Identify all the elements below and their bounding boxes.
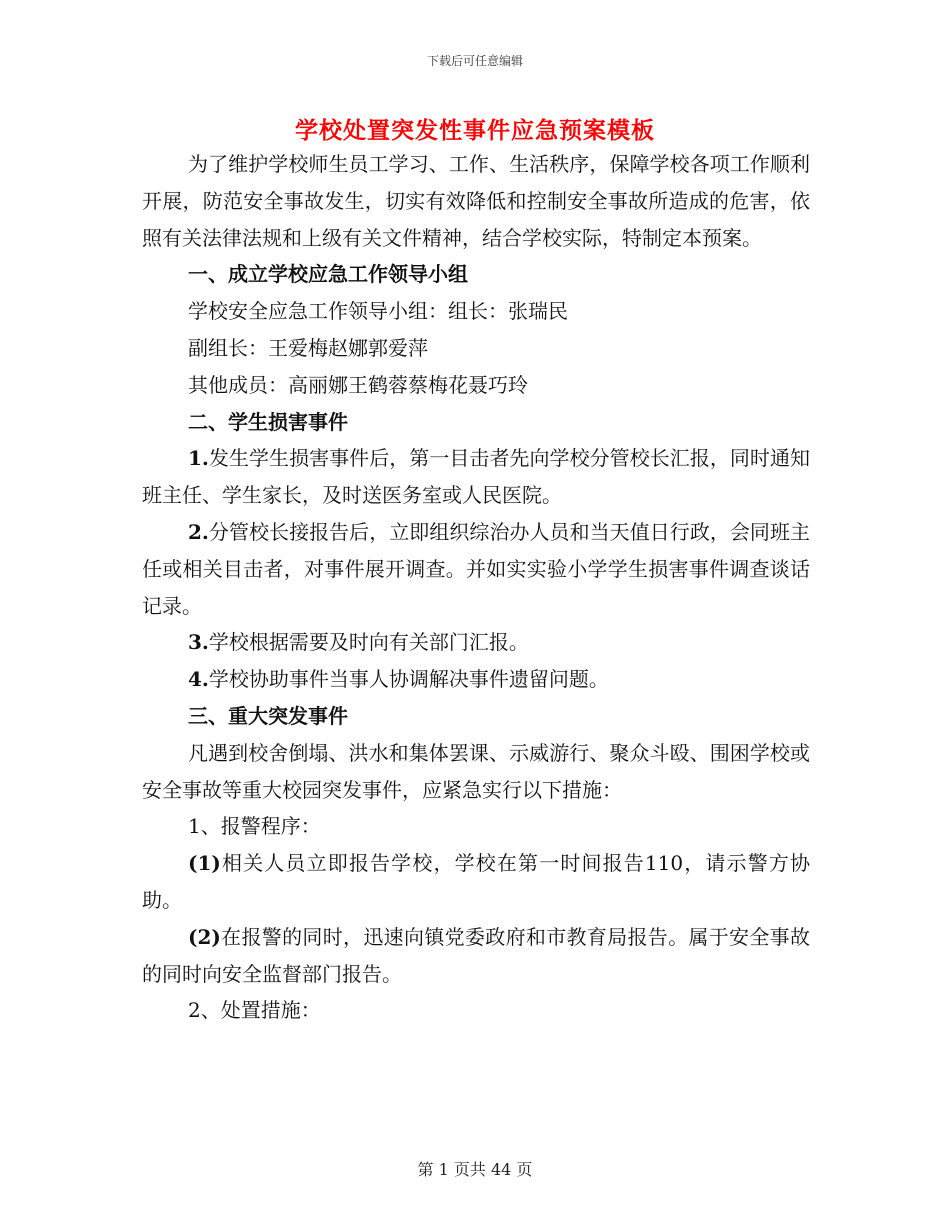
item-text: 学校协助事件当事人协调解决事件遗留问题。 (208, 667, 609, 692)
section3-intro: 凡遇到校舍倒塌、洪水和集体罢课、示威游行、聚众斗殴、围困学校或安全事故等重大校园突发事件，应紧急实行以下措施： (142, 740, 810, 802)
item-text: 在报警的同时，迅速向镇党委政府和市教育局报告。属于安全事故的同时向安全监督部门报告。 (142, 924, 810, 986)
list-item (142, 845, 810, 919)
subheading-alarm-procedure: 1、报警程序： (188, 814, 321, 839)
members-line: 其他成员：高丽娜王鹤蓉蔡梅花聂巧玲 (188, 372, 528, 397)
document-title: 学校处置突发性事件应急预案模板 (295, 117, 655, 144)
list-item (142, 624, 810, 661)
document-body (142, 146, 810, 1029)
deputy-line: 副组长：王爱梅赵娜郭爱萍 (188, 335, 428, 360)
section-heading-2: 二、学生损害事件 (188, 409, 348, 434)
leader-line: 学校安全应急工作领导小组：组长：张瑞民 (188, 299, 568, 324)
item-number: 2. (188, 519, 209, 544)
list-item (142, 919, 810, 993)
subheading-measures: 2、处置措施： (188, 998, 321, 1023)
item-number: 1. (188, 446, 209, 471)
page-footer: 第 1 页共 44 页 (417, 1160, 533, 1179)
item-number: 3. (188, 630, 209, 655)
item-number: (2) (188, 924, 221, 949)
list-item (142, 440, 810, 514)
item-number: (1) (188, 851, 221, 876)
item-number: 4. (188, 667, 209, 692)
item-text: 发生学生损害事件后，第一目击者先向学校分管校长汇报，同时通知班主任、学生家长，及时送医务室或人民医院。 (142, 446, 810, 508)
item-text: 学校根据需要及时向有关部门汇报。 (208, 630, 529, 655)
item-text: 相关人员立即报告学校，学校在第一时间报告110，请示警方协助。 (142, 851, 810, 912)
list-item (142, 514, 810, 624)
page-header: 下载后可任意编辑 (426, 54, 523, 68)
list-item (142, 661, 810, 698)
item-text: 分管校长接报告后，立即组织综治办人员和当天值日行政，会同班主任或相关目击者，对事件展开调查。并如实实验小学学生损害事件调查谈话记录。 (142, 519, 810, 618)
intro-paragraph: 为了维护学校师生员工学习、工作、生活秩序，保障学校各项工作顺利开展，防范安全事故发生，切实有效降低和控制安全事故所造成的危害，依照有关法律法规和上级有关文件精神，结合学校实际，特制定本预案。 (142, 152, 810, 250)
section-heading-3: 三、重大突发事件 (188, 703, 348, 728)
section-heading-1: 一、成立学校应急工作领导小组 (188, 262, 468, 287)
